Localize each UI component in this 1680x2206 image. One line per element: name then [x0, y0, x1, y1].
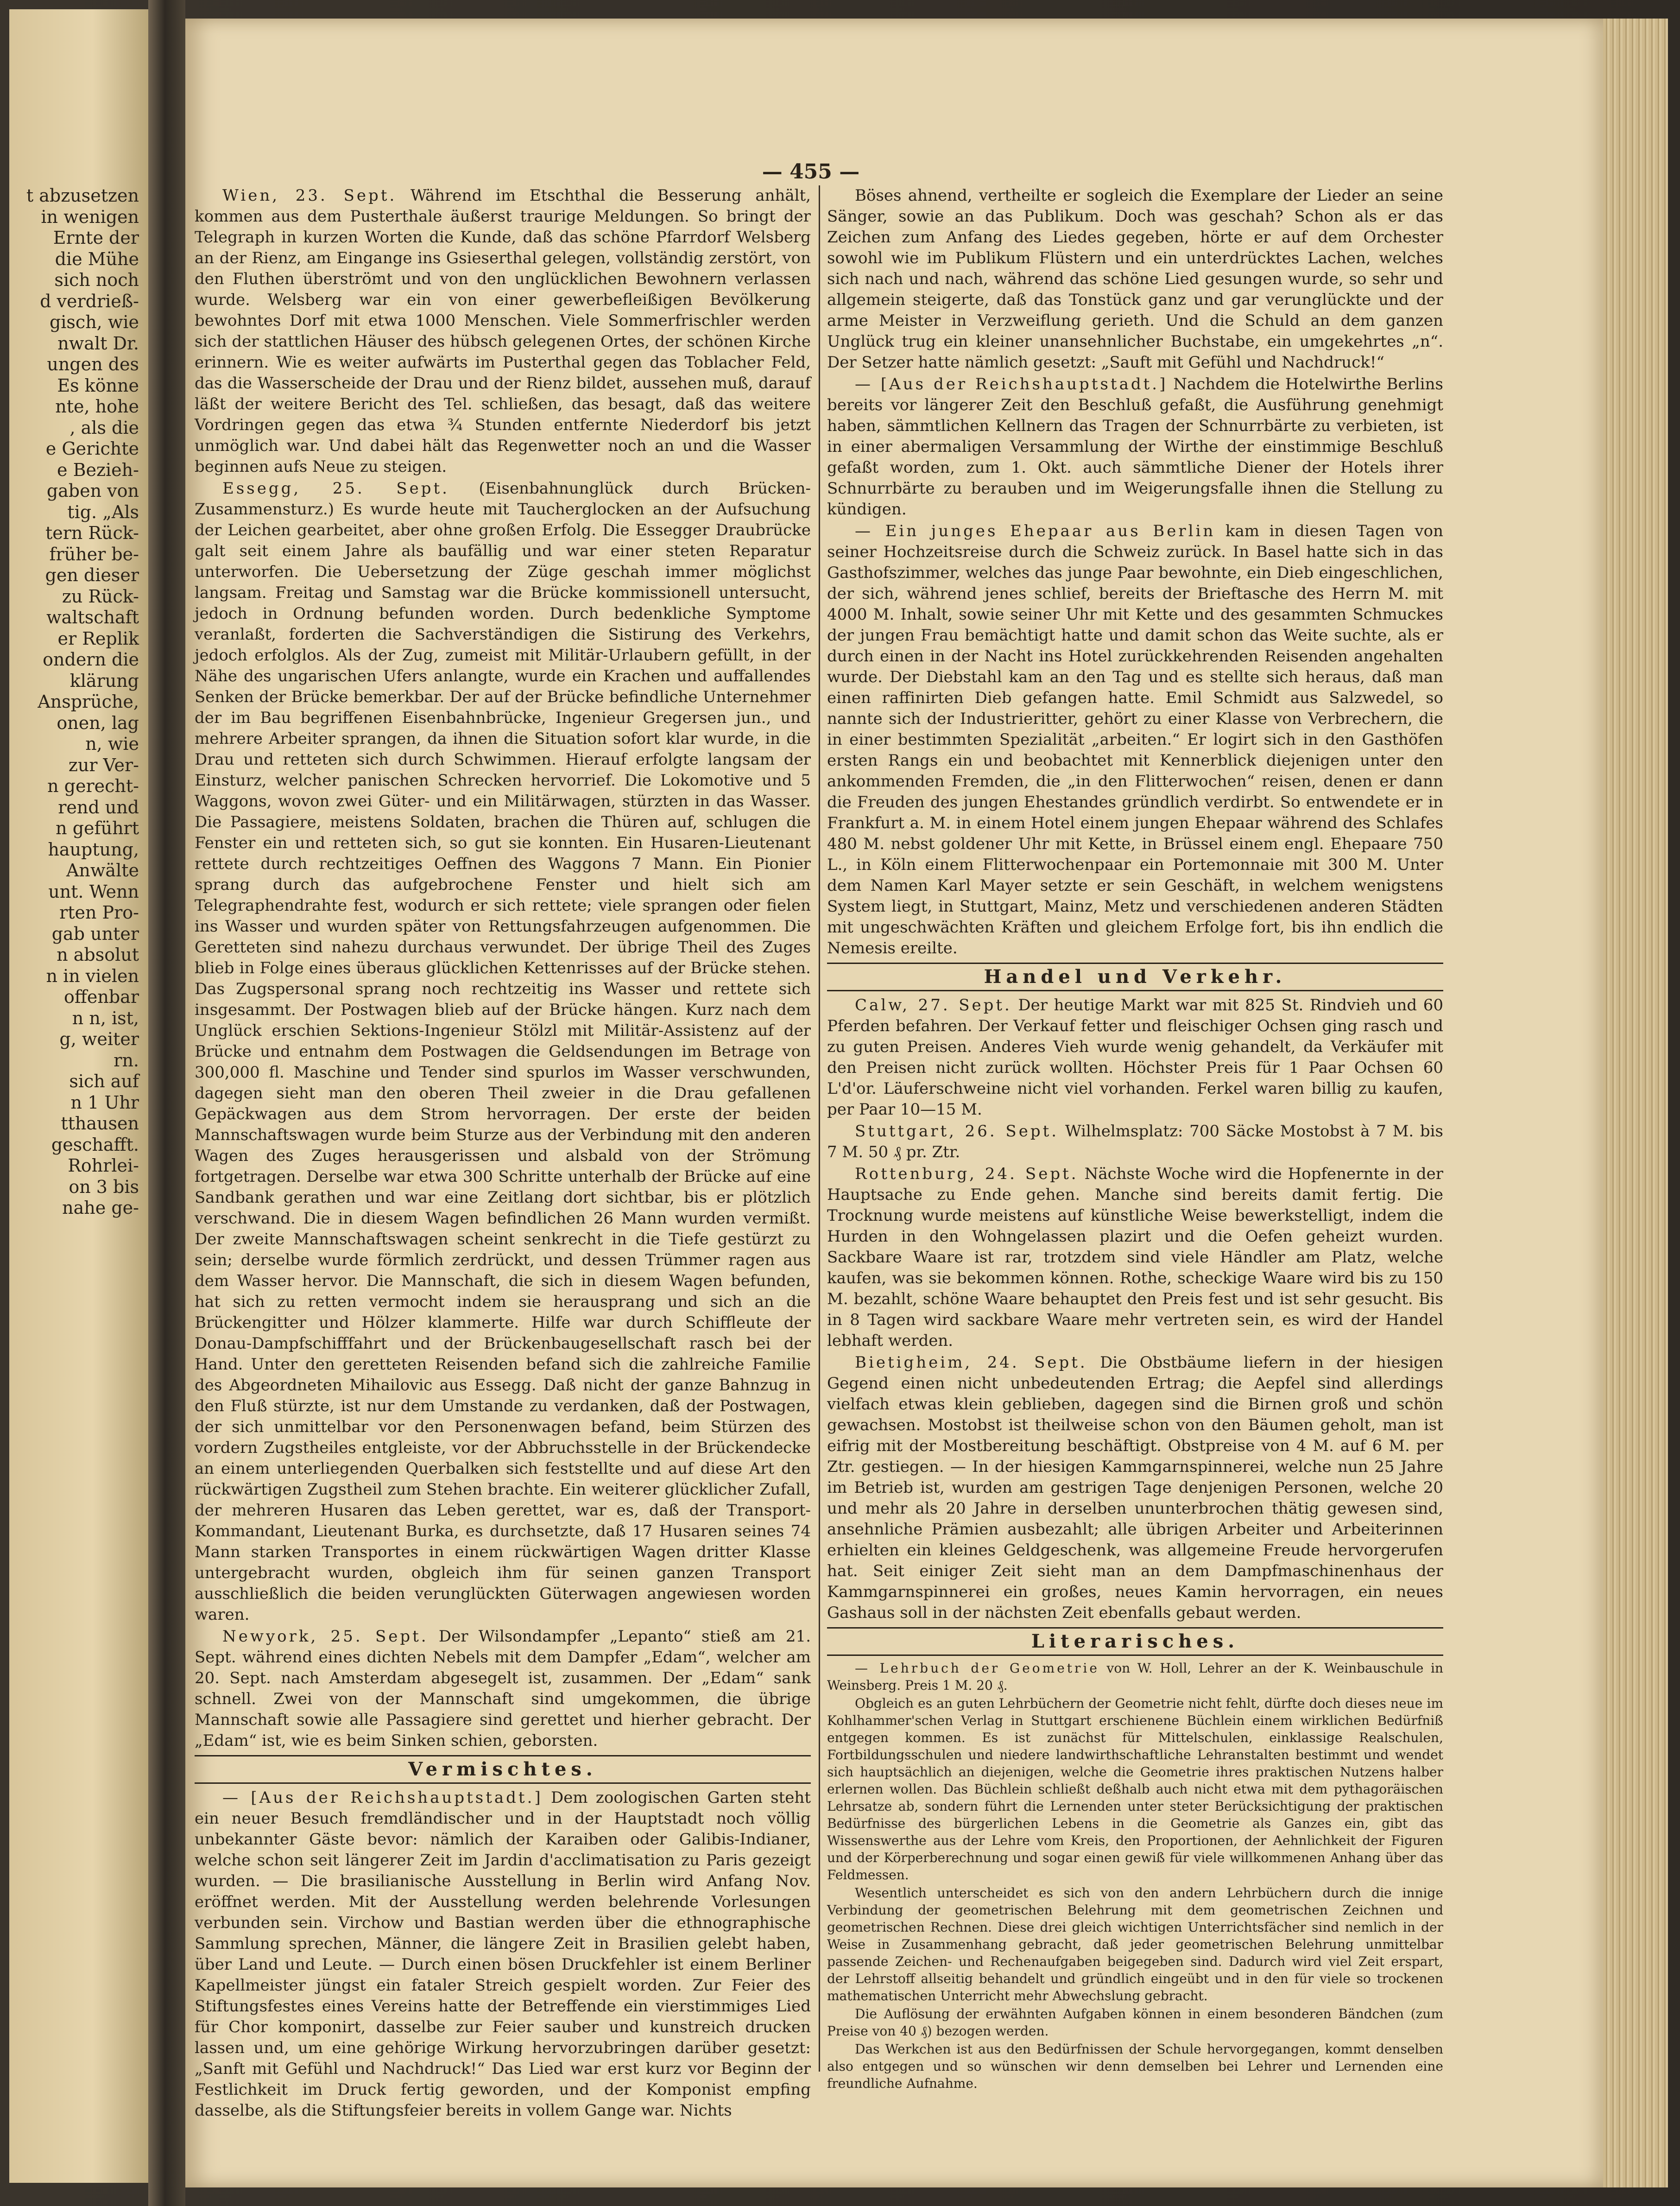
fragment-line: zur Ver- — [68, 754, 139, 775]
fragment-line: früher be- — [49, 544, 139, 564]
fragment-line: tthausen — [61, 1113, 139, 1134]
fragment-line: , als die — [69, 417, 139, 438]
article-text: Die Obstbäume liefern in der hiesigen Gegend einen nicht unbedeutenden Ertrag; die Aepfel sind allerdings vielfach etwas klein geblieben, dagegen sind die Birnen groß und schön gewachsen. Mostobst ist theilweise schon von den Bäumen geholt, man ist eifrig mit der Mostbereitung beschäftigt. Obstpreise von 4 M. auf 6 M. per Ztr. gestiegen. — In der hiesigen Kammgarnspinnerei, welche nun 25 Jahre im Betrieb ist, wurden am gestrigen Tage denjenigen Personen, welche 20 und mehr als 20 Jahre in derselben ununterbrochen thätig gewesen sind, ansehnliche Prämien ausbezahlt; alle übrigen Arbeiter und Arbeiterinnen erhielten ein kleines Geldgeschenk, was allgemeine Freude hervorgerufen hat. Seit einiger Zeit sieht man an dem Dampfmaschinenhaus der Kammgarnspinnerei ein großes, neues Kamin hervorragen, ein neues Gashaus soll in der nächsten Zeit ebenfalls gebaut werden. — [827, 1353, 1443, 1622]
fragment-line: n n, ist, — [72, 1008, 139, 1028]
news-section — [195, 185, 811, 1751]
left-page-edge — [9, 9, 148, 2183]
article-text: Wilhelmsplatz: 700 Säcke Mostobst à 7 M. bis 7 M. 50 ₰ pr. Ztr. — [827, 1122, 1443, 1161]
article-dateline: Wien, 23. Sept. — [222, 186, 397, 205]
article-dateline: — Ein junges Ehepaar aus Berlin — [855, 522, 1216, 540]
article-paragraph — [827, 2005, 1443, 2040]
left-column — [195, 185, 811, 2120]
article-paragraph — [827, 1164, 1443, 1351]
fragment-line: e Gerichte — [45, 438, 139, 459]
fragment-line: unt. Wenn — [48, 881, 139, 902]
fragment-line: nwalt Dr. — [57, 333, 139, 354]
fragment-line: klärung — [69, 670, 139, 691]
article-text: Der heutige Markt war mit 825 St. Rindvieh und 60 Pferden befahren. Der Verkauf fetter und fleischiger Ochsen ging rasch und zu guten Preisen. Anderes Vieh wurde wenig gehandelt, da Verkäufer mit den Preisen nicht zurück wollten. Höchster Preis für 1 Paar Ochsen 60 L'd'or. Läuferschweine nicht viel vorhanden. Ferkel waren billig zu kaufen, per Paar 10—15 M. — [827, 996, 1444, 1119]
article-dateline: — Lehrbuch der Geometrie — [855, 1661, 1099, 1676]
article-paragraph — [195, 1626, 811, 1751]
fragment-line: Es könne — [57, 375, 139, 396]
article-paragraph — [827, 995, 1443, 1120]
fragment-line: n in vielen — [46, 965, 139, 986]
article-text: Böses ahnend, vertheilte er sogleich die Exemplare der Lieder an seine Sänger, sowie an das Publikum. Doch was geschah? Schon als er das Zeichen zum Anfang des Liedes gegeben, hörte er auf dem Orchester sowohl wie im Publikum Flüstern und ein unterdrücktes Lachen, welches sich nach und nach, während das schöne Lied gesungen wurde, so sehr und allgemein steigerte, daß das Tonstück ganz und gar verunglückte und der arme Meister in Verzweiflung gerieth. Und die Schuld an dem ganzen Unglück trug ein kleiner unansehnlicher Buchstabe, ein umgekehrtes „n“. Der Setzer hatte nämlich gesetzt: „Sauft mit Gefühl und Nachdruck!“ — [827, 186, 1443, 372]
article-text: von W. Holl, Lehrer an der K. Weinbauschule in Weinsberg. Preis 1 M. 20 ₰. — [827, 1661, 1443, 1693]
fragment-line: on 3 bis — [69, 1176, 139, 1197]
fragment-line: gab unter — [51, 923, 139, 944]
article-text: Dem zoologischen Garten steht ein neuer Besuch fremdländischer und in der Hauptstadt noch völlig unbekannter Gäste bevor: nämlich der Karaiben oder Galibis-Indianer, welche schon seit längerer Zeit im Jardin d'acclimatisation zu Paris gezeigt wurden. — Die brasilianische Ausstellung in Berlin wird Anfang Nov. eröffnet werden. Mit der Ausstellung werden belehrende Vorlesungen verbunden sein. Virchow und Bastian werden über die ethnographische Sammlung sprechen, Männer, die längere Zeit in Brasilien gelebt haben, über Land und Leute. — Durch einen bösen Druckfehler ist einem Berliner Kapellmeister jüngst ein fataler Streich gespielt worden. Zur Feier des Stiftungsfestes eines Vereins hatte der Betreffende ein vierstimmiges Lied für Chor komponirt, dasselbe zur Feier sauber und kunstreich drucken lassen und, um eine gehörige Wirkung hervorzubringen darüber gesetzt: „Sanft mit Gefühl und Nachdruck!“ Das Lied war erst kurz vor Beginn der Festlichkeit im Druck fertig geworden, und der Komponist empfing dasselbe, als die Stiftungsfeier bereits in vollem Gange war. Nichts — [195, 1788, 811, 2120]
handel-section — [827, 995, 1443, 1623]
fragment-line: gen dieser — [45, 565, 139, 585]
fragment-line: hauptung, — [48, 839, 139, 860]
column-divider — [819, 185, 820, 2072]
fragment-line: g, weiter — [59, 1029, 139, 1049]
right-column — [827, 185, 1443, 2123]
page-stack-edge — [1603, 19, 1668, 2187]
fragment-line: n absolut — [57, 945, 139, 965]
fragment-line: geschafft. — [51, 1134, 139, 1155]
fragment-line: tern Rück- — [45, 523, 139, 543]
article-paragraph — [827, 1121, 1443, 1163]
article-text: Während im Etschthal die Besserung anhält, kommen aus dem Pusterthale äußerst traurige Meldungen. So bringt der Telegraph in kurzen Worten die Kunde, daß das schöne Pfarrdorf Welsberg an der Rienz, am Eingange ins Gsieserthal gelegen, vollständig zerstört, von den Fluthen überströmt und von den unglücklichen Bewohnern verlassen wurde. Welsberg war ein von einer gewerbefleißigen Bevölkerung bewohntes Dorf mit etwa 1000 Menschen. Viele Sommerfrischler werden sich der stattlichen Häuser des hübsch gelegenen Ortes, der schönen Kirche erinnern. Wie es weiter aufwärts im Pusterthal gegen das Toblacher Feld, das die Wasserscheide der Drau und der Rienz bildet, aussehen muß, darauf läßt der weitere Bericht des Tel. schließen, das besagt, daß das weitere Vordringen gegen das etwa ¾ Stunden entfernte Niederdorf bis jetzt unmöglich war. Und dabei hält das Regenwetter noch an und die Wasser beginnen aufs Neue zu steigen. — [195, 186, 811, 476]
article-paragraph — [827, 521, 1443, 959]
fragment-line: t abzusetzen — [26, 185, 139, 206]
fragment-line: er Replik — [57, 628, 139, 649]
article-paragraph — [827, 1660, 1443, 1694]
article-paragraph — [827, 1352, 1443, 1623]
article-text: Wesentlich unterscheidet es sich von den andern Lehrbüchern durch die innige Verbindung der geometrischen Belehrung mit dem geometrischen Zeichnen und geometrischen Rechnen. Diese drei gleich wichtigen Unterrichtsfächer sind nemlich in der Weise in Zusammenhang gebracht, daß jeder geometrischen Belehrung unmittelbar passende Zeichen- und Rechenaufgaben beigegeben sind. Dadurch wird viel Zeit erspart, der Lehrstoff allseitig behandelt und gründlich eingeübt und in den für viele so trockenen mathematischen Unterricht mehr Abwechslung gebracht. — [827, 1885, 1443, 2003]
article-dateline: Calw, 27. Sept. — [855, 996, 1012, 1014]
section-heading-vermischtes: Vermischtes. — [195, 1755, 811, 1784]
article-dateline: Newyork, 25. Sept. — [222, 1627, 429, 1646]
fragment-line: gisch, wie — [49, 312, 139, 332]
fragment-line: n, wie — [85, 734, 139, 754]
article-dateline: Bietigheim, 24. Sept. — [855, 1353, 1087, 1372]
fragment-line: rend und — [58, 797, 139, 818]
fragment-line: die Mühe — [55, 248, 139, 269]
article-paragraph — [827, 1884, 1443, 2004]
fragment-line: tig. „Als — [67, 501, 139, 522]
fragment-line: ondern die — [43, 649, 139, 670]
article-text: Das Werkchen ist aus den Bedürfnissen der Schule hervorgegangen, kommt denselben also entgegen und so wünschen wir denn demselben bei Lehrer und Lernenden eine freundliche Aufnahme. — [827, 2041, 1443, 2091]
article-paragraph — [827, 374, 1443, 520]
article-text: Nachdem die Hotelwirthe Berlins bereits vor längerer Zeit den Beschluß gefaßt, die Ausführung genehmigt haben, sämmtlichen Kellnern das Tragen der Schnurrbärte zu verbieten, ist in einer abermaligen Versammlung der Wirthe der einstimmige Beschluß gefaßt worden, zum 1. Okt. auch sämmtliche Diener der Hotels ihrer Schnurrbärte zu berauben und im Weigerungsfalle ihnen die Stellung zu kündigen. — [827, 375, 1443, 519]
fragment-line: Anwälte — [66, 860, 139, 881]
article-paragraph — [827, 1695, 1443, 1883]
article-text: Die Auflösung der erwähnten Aufgaben können in einem besonderen Bändchen (zum Preise von 40 ₰) bezogen werden. — [827, 2006, 1443, 2039]
article-text: (Eisenbahnunglück durch Brücken-Zusammensturz.) Es wurde heute mit Taucherglocken an der Aufsuchung der Leichen gearbeitet, aber ohne großen Erfolg. Die Essegger Draubrücke galt seit einem Jahre als baufällig und war einer steten Reparatur unterworfen. Die Uebersetzung der Züge geschah immer möglichst langsam. Freitag und Samstag war die Brücke kommissionell untersucht, jedoch in Ordnung befunden worden. Durch bedenkliche Symptome veranlaßt, forderten die Sachverständigen die Sistirung des Verkehrs, jedoch erfolglos. Als der Zug, zumeist mit Militär-Urlaubern gefüllt, in der Nähe des ungarischen Ufers anlangte, wurde ein Krachen und auffallendes Senken der Brücke bemerkbar. Der auf der Brücke befindliche Unternehmer der im Bau begriffenen Eisenbahnbrücke, Ingenieur Gregersen jun., und mehrere Arbeiter sprangen, da ihnen die Situation sofort klar wurde, in die Drau und retteten sich durch Schwimmen. Hierauf erfolgte langsam der Einsturz, welcher panischen Schrecken hervorrief. Die Lokomotive und 5 Waggons, wovon zwei Güter- und ein Militärwagen, stürzten in das Wasser. Die Passagiere, meistens Soldaten, brachen die Thüren auf, schlugen die Fenster ein und retteten sich, so gut sie konnten. Ein Husaren-Lieutenant rettete durch rechtzeitiges Oeffnen des Waggons 7 Mann. Ein Pionier sprang durch das aufgebrochene Fenster und hielt sich am Telegraphendrahte fest, wodurch er sich rettete; viele sprangen oder fielen ins Wasser und wurden später von Rettungsfahrzeugen aufgenommen. Die Geretteten sind nahezu durchaus verwundet. Der übrige Theil des Zuges blieb in Folge eines überaus glücklichen Kettenrisses auf der Brücke stehen. Das Zugspersonal sprang noch rechtzeitig ins Wasser und rettete sich insgesammt. Der Postwagen blieb auf der Brücke hängen. Kurz nach dem Unglück erschien Sektions-Ingenieur Stölzl mit Militär-Assistenz auf der Brücke und entnahm dem Postwagen die Geldsendungen im Betrage von 300,000 fl. Maschine und Tender sind spurlos im Wasser verschwunden, dagegen sieht man den oberen Theil zweier in die Drau gefallenen Gepäckwagen aus dem Strom hervorragen. Der erste der beiden Mannschaftswagen wurde beim Sturze aus der Verbindung mit den anderen Wagen des Zuges herausgerissen und alsbald von der Strömung fortgetragen. Derselbe war etwa 300 Schritte unterhalb der Brücke auf eine Sandbank gerathen und war eine Zeitlang dort sichtbar, bis er plötzlich verschwand. Die in diesem Wagen befindlichen 26 Mann wurden vermißt. Der zweite Mannschaftswagen scheint senkrecht in die Tiefe gestürzt zu sein; derselbe wurde förmlich zerdrückt, und dessen Trümmer ragen aus dem Wasser hervor. Die Mannschaft, die sich in diesem Wagen befunden, hat sich zu retten vermocht indem sie herausprang und sich an die Brückengitter und Hölzer klammerte. Hilfe war durch Schiffleute der Donau-Dampfschifffahrt und der Brückenbaugesellschaft rasch bei der Hand. Unter den geretteten Reisenden befand sich die zahlreiche Familie des Abgeordneten Mihailovic aus Essegg. Daß nicht der ganze Bahnzug in den Fluß stürzte, ist nur dem Umstande zu verdanken, daß der Postwagen, der sich unmittelbar vor den Personenwagen befand, beim Stürzen des vordern Zugstheiles entgleiste, vor der Abbruchsstelle in der Brückendecke an einem unterliegenden Querbalken sich feststellte und auf diese Art den rückwärtigen Zugstheil zum Stehen brachte. Ein weiterer glücklicher Zufall, der mehreren Husaren das Leben gerettet, war es, daß der Transport-Kommandant, Lieutenant Burka, es durchsetzte, daß 17 Husaren seines 74 Mann starken Transportes in einem rückwärtigen Wagen dritter Klasse untergebracht wurden, obgleich ihm für seinen ganzen Transport ausschließlich die beiden verunglückten Güterwagen angewiesen worden waren. — [195, 479, 811, 1624]
fragment-line: sich noch — [54, 270, 139, 290]
fragment-line: d verdrieß- — [40, 291, 139, 311]
article-paragraph — [195, 1788, 811, 2121]
fragment-line: gaben von — [46, 481, 139, 501]
fragment-line: rten Pro- — [59, 902, 139, 923]
page-number: — 455 — — [762, 160, 860, 184]
article-paragraph — [827, 2041, 1443, 2092]
article-text: kam in diesen Tagen von seiner Hochzeitsreise durch die Schweiz zurück. In Basel hatte sich in das Gasthofszimmer, welches das junge Paar bewohnte, ein Dieb eingeschlichen, der sich, während jenes schlief, bereits der Brieftasche des Herrn M. mit 4000 M. Inhalt, sowie seiner Uhr mit Kette und des gesammten Schmuckes der jungen Frau bemächtigt hatte und damit schon das Weite suchte, als er durch einen in der Nacht ins Hotel zurückkehrenden Reisenden angehalten wurde. Der Diebstahl kam an den Tag und es stellte sich heraus, daß man einen raffinirten Dieb gefangen hatte. Emil Schmidt aus Salzwedel, so nannte sich der Industrieritter, gehört zu einer Klasse von Verbrechern, die in einer bestimmten Spezialität „arbeiten.“ Er logirt sich in den Gasthöfen ersten Rangs ein und beobachtet mit Kennerblick diejenigen unter den ankommenden Fremden, die „in den Flitterwochen“ reisen, denen er dann die Freuden des jungen Ehestandes gründlich verdirbt. So entwendete er in Frankfurt a. M. in einem Hotel einem jungen Ehepaar während des Schlafes 480 M. nebst goldener Uhr mit Kette, in Brüssel einem engl. Ehepaare 750 L., in Köln einem Flitterwochenpaar ein Portemonnaie mit 300 M. Unter dem Namen Karl Mayer setzte er sein Geschäft, in welchem wenigstens System liegt, in Stuttgart, Mainz, Metz und verschiedenen anderen Städten mit ungeschwächten Kräften und gleichem Erfolge fort, bis ihn endlich die Nemesis ereilte. — [827, 522, 1443, 957]
vermischtes-continued — [827, 185, 1443, 959]
fragment-line: offenbar — [64, 987, 139, 1007]
vermischtes-section — [195, 1788, 811, 2121]
fragment-line: Ernte der — [53, 228, 139, 248]
fragment-line: sich auf — [69, 1071, 139, 1091]
article-paragraph — [827, 185, 1443, 373]
article-paragraph — [195, 185, 811, 477]
article-dateline: — [Aus der Reichshauptstadt.] — [222, 1788, 543, 1807]
fragment-line: ungen des — [47, 354, 139, 374]
fragment-line: Ansprüche, — [38, 691, 139, 712]
article-text: Obgleich es an guten Lehrbüchern der Geometrie nicht fehlt, dürfte doch dieses neue im Kohlhammer'schen Verlag in Stuttgart erschienene Büchlein einem wirklichen Bedürfniß entgegen kommen. Es ist zunächst für Mittelschulen, einklassige Realschulen, Fortbildungsschulen und niedere landwirthschaftliche Lehranstalten bestimmt und wendet sich hauptsächlich an diejenigen, welche die Geometrie ihres praktischen Nutzens halber erlernen wollen. Das Büchlein schließt deßhalb auch nicht etwa mit dem pythagoräischen Lehrsatze ab, sondern führt die Lernenden unter steter Berücksichtigung der praktischen Bedürfnisse des bürgerlichen Lebens in die Geometrie als Ganzes ein, gibt das Wissenswerthe aus der Lehre vom Kreis, den Proportionen, der Aehnlichkeit der Figuren und der Körperberechnung und sogar einen gewiß für viele willkommenen Anhang über das Feldmessen. — [827, 1696, 1443, 1883]
fragment-line: e Bezieh- — [57, 459, 139, 480]
fragment-line: waltschaft — [46, 607, 139, 628]
article-dateline: Essegg, 25. Sept. — [222, 479, 449, 498]
fragment-line: n geführt — [56, 818, 139, 838]
article-dateline: Rottenburg, 24. Sept. — [855, 1165, 1079, 1183]
section-heading-handel: Handel und Verkehr. — [827, 963, 1443, 991]
fragment-line: zu Rück- — [62, 586, 139, 607]
fragment-line: rn. — [114, 1050, 139, 1071]
article-paragraph — [195, 478, 811, 1625]
fragment-line: onen, lag — [57, 712, 139, 733]
left-page-text-fragment — [14, 185, 139, 1219]
book-gutter — [148, 0, 185, 2206]
fragment-line: nte, hohe — [55, 396, 139, 417]
literarisches-section — [827, 1660, 1443, 2092]
fragment-line: nahe ge- — [62, 1198, 139, 1218]
fragment-line: n 1 Uhr — [70, 1092, 139, 1113]
article-dateline: Stuttgart, 26. Sept. — [855, 1122, 1059, 1141]
fragment-line: n gerecht- — [47, 776, 139, 796]
article-text: Nächste Woche wird die Hopfenernte in der Hauptsache zu Ende gehen. Manche sind bereits damit fertig. Die Trocknung wurde meistens auf künstliche Weise bewerkstelligt, indem die Hurden in den Wohngelassen plazirt und die Oefen geheizt wurden. Sackbare Waare ist rar, trotzdem sind viele Händler am Platz, welche kaufen, was sie bekommen können. Rothe, scheckige Waare wird bis zu 150 M. bezahlt, schöne Waare behauptet den Preis fest und ist sehr gesucht. Bis in 8 Tagen wird sackbare Waare mehr vertreten sein, es wird der Handel lebhaft werden. — [827, 1165, 1443, 1350]
article-dateline: — [Aus der Reichshauptstadt.] — [855, 375, 1168, 393]
fragment-line: Rohrlei- — [68, 1155, 139, 1176]
article-text: Der Wilsondampfer „Lepanto“ stieß am 21. Sept. während eines dichten Nebels mit dem Dampfer „Edam“, welcher am 20. Sept. nach Amsterdam abgesegelt ist, zusammen. Der „Edam“ sank schnell. Zwei von der Mannschaft sind umgekommen, die übrige Mannschaft sowie alle Passagiere sind gerettet und hierher gebracht. Der „Edam“ ist, wie es beim Sinken schien, geborsten. — [195, 1627, 811, 1750]
fragment-line: in wenigen — [41, 206, 139, 227]
section-heading-literarisches: Literarisches. — [827, 1627, 1443, 1656]
